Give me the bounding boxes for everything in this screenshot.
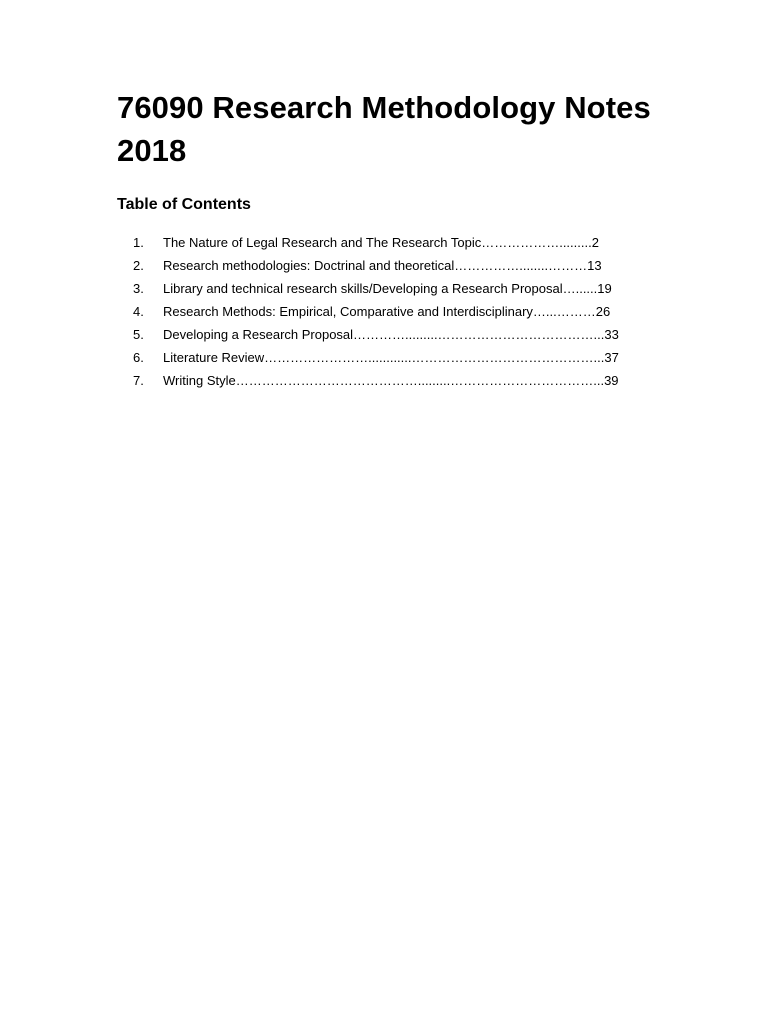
- toc-item-entry: Research methodologies: Doctrinal and theoretical……………........………13: [163, 258, 602, 273]
- toc-heading: Table of Contents: [117, 196, 251, 213]
- toc-item[interactable]: [133, 277, 663, 300]
- toc-item-entry: Writing Style…………………………………….........……………………………...39: [163, 373, 619, 388]
- toc-item[interactable]: [133, 346, 663, 369]
- toc-item-number: 1.: [133, 235, 144, 250]
- toc-item-number: 5.: [133, 327, 144, 342]
- toc-item[interactable]: [133, 254, 663, 277]
- toc-item-number: 7.: [133, 373, 144, 388]
- toc-item-number: 3.: [133, 281, 144, 296]
- toc-item[interactable]: [133, 300, 663, 323]
- toc-item-entry: The Nature of Legal Research and The Research Topic……………….........2: [163, 235, 599, 250]
- toc-item-entry: Library and technical research skills/Developing a Research Proposal…......19: [163, 281, 612, 296]
- toc-item[interactable]: [133, 231, 663, 254]
- toc-item[interactable]: [133, 323, 663, 346]
- toc-item-entry: Literature Review……………………............……………………………………...37: [163, 350, 619, 365]
- toc-item-entry: Research Methods: Empirical, Comparative and Interdisciplinary…...………26: [163, 304, 611, 319]
- table-of-contents: [133, 231, 663, 392]
- toc-item[interactable]: [133, 369, 663, 392]
- toc-item-number: 4.: [133, 304, 144, 319]
- toc-item-number: 2.: [133, 258, 144, 273]
- toc-item-number: 6.: [133, 350, 144, 365]
- toc-item-entry: Developing a Research Proposal………….........………………………………...33: [163, 327, 619, 342]
- document-title: 76090 Research Methodology Notes 2018: [117, 90, 651, 168]
